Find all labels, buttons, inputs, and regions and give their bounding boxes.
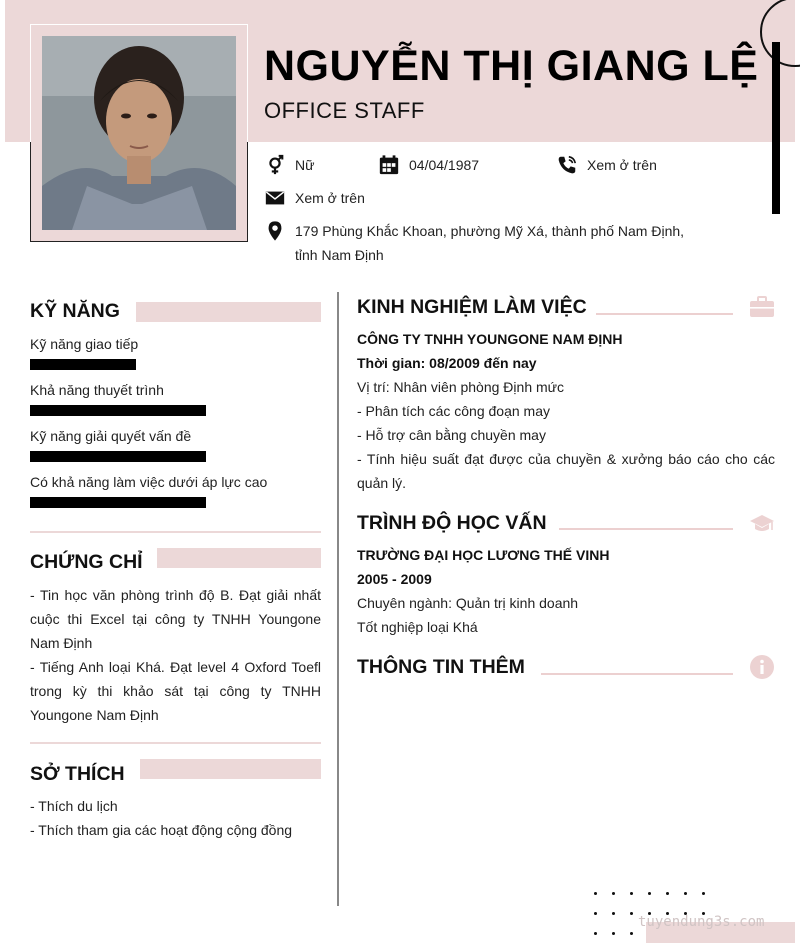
decorative-dot	[630, 912, 633, 915]
column-divider	[337, 292, 339, 906]
decorative-dot	[630, 892, 633, 895]
decorative-dot	[702, 892, 705, 895]
skill-bar	[30, 405, 206, 416]
work-position: Vị trí: Nhân viên phòng Định mức	[357, 379, 565, 395]
skill-label: Có khả năng làm việc dưới áp lực cao	[30, 474, 268, 490]
decorative-bar	[772, 42, 780, 214]
hobbies-title-accent	[140, 759, 321, 779]
hobbies-title: SỞ THÍCH	[30, 763, 125, 785]
work-period: Thời gian: 08/2009 đến nay	[357, 355, 537, 371]
address-line-1: 179 Phùng Khắc Khoan, phường Mỹ Xá, thành phố Nam Định,	[295, 223, 685, 239]
work-duty: - Tính hiệu suất đạt được của chuyền & xưởng báo cáo cho các quản lý.	[357, 451, 775, 491]
profile-photo	[42, 36, 236, 230]
skill-bar	[30, 497, 206, 508]
decorative-dot	[630, 932, 633, 935]
additional-info-title-line	[541, 673, 733, 675]
experience-title-line	[596, 313, 733, 315]
certificate-item: - Tin học văn phòng trình độ B. Đạt giải nhất cuộc thi Excel tại công ty TNHH Youngone Nam Định	[30, 587, 321, 651]
map-pin-icon	[264, 220, 286, 242]
graduation-cap-icon	[749, 510, 775, 536]
hobby-item: - Thích du lịch	[30, 798, 118, 814]
briefcase-icon	[749, 294, 775, 320]
address-line-2: tỉnh Nam Định	[295, 247, 384, 263]
additional-info-title: THÔNG TIN THÊM	[357, 656, 525, 678]
education-title: TRÌNH ĐỘ HỌC VẤN	[357, 512, 547, 534]
experience-title: KINH NGHIỆM LÀM VIỆC	[357, 296, 587, 318]
phone-value: Xem ở trên	[587, 157, 657, 173]
skill-label: Khả năng thuyết trình	[30, 382, 164, 398]
skill-bar	[30, 451, 206, 462]
email-row	[264, 187, 365, 209]
skill-bar	[30, 359, 136, 370]
decorative-dot	[648, 892, 651, 895]
skills-title-accent	[136, 302, 321, 322]
envelope-icon	[264, 187, 286, 209]
company-name: CÔNG TY TNHH YOUNGONE NAM ĐỊNH	[357, 331, 623, 347]
email-value: Xem ở trên	[295, 190, 365, 206]
phone-row	[556, 154, 657, 176]
job-title: OFFICE STAFF	[264, 98, 425, 123]
work-duty: - Phân tích các công đoạn may	[357, 403, 550, 419]
school-name: TRƯỜNG ĐẠI HỌC LƯƠNG THẾ VINH	[357, 547, 610, 563]
decorative-dot	[612, 932, 615, 935]
decorative-dot	[666, 892, 669, 895]
hobby-item: - Thích tham gia các hoạt động cộng đồng	[30, 822, 293, 838]
skills-title: KỸ NĂNG	[30, 300, 120, 322]
certificates-title: CHỨNG CHỈ	[30, 551, 143, 573]
decorative-dot	[594, 912, 597, 915]
major: Chuyên ngành: Quản trị kinh doanh	[357, 595, 579, 611]
phone-icon	[556, 154, 578, 176]
graduation-grade: Tốt nghiệp loại Khá	[357, 619, 478, 635]
education-title-line	[559, 528, 733, 530]
address-row	[264, 220, 684, 267]
calendar-icon	[378, 154, 400, 176]
skill-label: Kỹ năng giao tiếp	[30, 336, 139, 352]
certificates-title-accent	[157, 548, 321, 568]
section-separator	[30, 531, 321, 533]
gender-icon	[264, 154, 286, 176]
section-separator	[30, 742, 321, 744]
decorative-dot	[594, 932, 597, 935]
decorative-dot	[684, 892, 687, 895]
gender-row	[264, 154, 314, 176]
info-icon	[749, 654, 775, 680]
gender-value: Nữ	[295, 157, 315, 173]
decorative-dot	[612, 912, 615, 915]
study-years: 2005 - 2009	[357, 571, 432, 587]
birthday-value: 04/04/1987	[409, 157, 480, 173]
decorative-dot	[612, 892, 615, 895]
candidate-name: NGUYỄN THỊ GIANG LỆ	[264, 42, 759, 90]
decorative-dot	[594, 892, 597, 895]
skill-label: Kỹ năng giải quyết vấn đề	[30, 428, 192, 444]
birthday-row	[378, 154, 479, 176]
work-duty: - Hỗ trợ cân bằng chuyền may	[357, 427, 546, 443]
watermark: tuyendung3s.com	[638, 914, 765, 930]
certificate-item: - Tiếng Anh loại Khá. Đạt level 4 Oxford Toefl trong kỳ thi khảo sát tại công ty TNHH Youngone Nam Định	[30, 659, 321, 723]
